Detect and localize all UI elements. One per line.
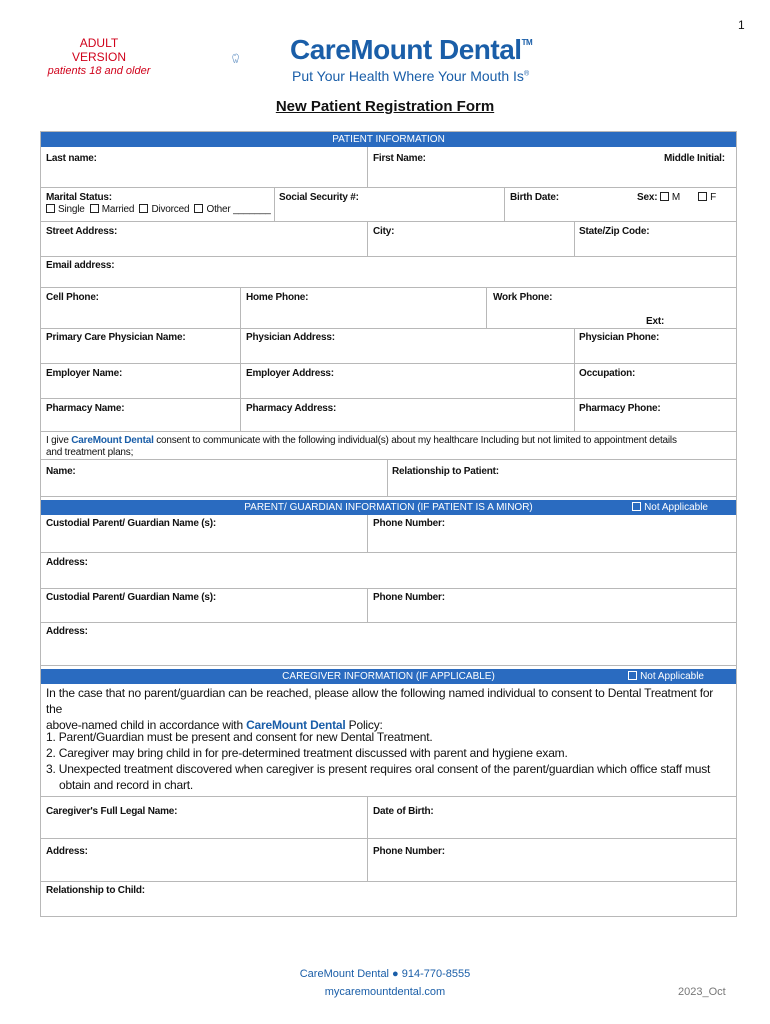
sex-f-checkbox[interactable] bbox=[698, 192, 707, 201]
consent-statement bbox=[46, 435, 677, 459]
caregiver-policy-list bbox=[46, 729, 731, 793]
guardian-phone-1-label: Phone Number: bbox=[373, 518, 445, 529]
relationship-to-patient-label: Relationship to Patient: bbox=[392, 466, 499, 477]
city-label: City: bbox=[373, 226, 395, 237]
consent-brand: CareMount Dental bbox=[71, 435, 154, 446]
policy-item-2: 2. Caregiver may bring child in for pre-determined treatment discussed with parent and hygiene exam. bbox=[46, 746, 568, 760]
home-phone-label: Home Phone: bbox=[246, 292, 309, 303]
cell-phone-label: Cell Phone: bbox=[46, 292, 99, 303]
caregiver-intro-line-1: In the case that no parent/guardian can be reached, please allow the following named individual to consent to Dental Treatment for the bbox=[46, 686, 714, 716]
consent-line-1: consent to communicate with the following individual(s) about my healthcare Including but not limited to appointment details bbox=[153, 435, 677, 446]
caregiver-intro-brand: CareMount Dental bbox=[246, 718, 346, 732]
brand-text: CareMount Dental bbox=[290, 34, 522, 65]
middle-initial-label: Middle Initial: bbox=[664, 153, 725, 164]
adult-line-2: VERSION bbox=[71, 50, 126, 64]
ext-label: Ext: bbox=[646, 316, 665, 327]
caregiver-address-label: Address: bbox=[46, 846, 88, 857]
divorced-checkbox[interactable] bbox=[139, 204, 148, 213]
guardian-header-text: PARENT/ GUARDIAN INFORMATION (IF PATIENT IS A MINOR) bbox=[244, 502, 533, 513]
sex-f-label: F bbox=[710, 192, 717, 203]
pharmacy-address-label: Pharmacy Address: bbox=[246, 403, 337, 414]
caregiver-phone-label: Phone Number: bbox=[373, 846, 445, 857]
birth-date-label: Birth Date: bbox=[510, 192, 559, 203]
registration-form bbox=[40, 131, 737, 917]
caregiver-header bbox=[41, 669, 736, 684]
custodial-name-1-label: Custodial Parent/ Guardian Name (s): bbox=[46, 518, 217, 529]
caregiver-not-applicable-label: Not Applicable bbox=[640, 671, 704, 682]
guardian-address-1-label: Address: bbox=[46, 557, 88, 568]
guardian-phone-2-label: Phone Number: bbox=[373, 592, 445, 603]
policy-item-1: 1. Parent/Guardian must be present and consent for new Dental Treatment. bbox=[46, 730, 433, 744]
pharmacy-phone-label: Pharmacy Phone: bbox=[579, 403, 661, 414]
tagline-mark: ® bbox=[523, 70, 530, 78]
state-zip-label: State/Zip Code: bbox=[579, 226, 650, 237]
brand-tagline bbox=[292, 68, 529, 84]
consent-name-label: Name: bbox=[46, 466, 76, 477]
adult-line-1: ADULT bbox=[79, 36, 119, 50]
employer-address-label: Employer Address: bbox=[246, 368, 334, 379]
trademark-mark: TM bbox=[521, 38, 533, 47]
divorced-label: Divorced bbox=[151, 204, 190, 215]
email-label: Email address: bbox=[46, 260, 115, 271]
pcp-name-label: Primary Care Physician Name: bbox=[46, 332, 186, 343]
relationship-to-child-label: Relationship to Child: bbox=[46, 885, 145, 896]
policy-item-3: 3. Unexpected treatment discovered when caregiver is present requires oral consent of the parent/guardian which office staff must bbox=[46, 762, 711, 776]
caregiver-not-applicable[interactable] bbox=[628, 669, 704, 684]
physician-phone-label: Physician Phone: bbox=[579, 332, 660, 343]
sex-field bbox=[637, 192, 716, 203]
physician-address-label: Physician Address: bbox=[246, 332, 335, 343]
other-checkbox[interactable] bbox=[194, 204, 203, 213]
first-name-label: First Name: bbox=[373, 153, 426, 164]
guardian-not-applicable[interactable] bbox=[632, 500, 708, 515]
caregiver-dob-label: Date of Birth: bbox=[373, 806, 434, 817]
sex-m-checkbox[interactable] bbox=[660, 192, 669, 201]
adult-version-note bbox=[44, 36, 154, 78]
single-label: Single bbox=[58, 204, 85, 215]
guardian-header bbox=[41, 500, 736, 515]
policy-item-3-cont: obtain and record in chart. bbox=[59, 778, 194, 792]
adult-line-3: patients 18 and older bbox=[47, 65, 151, 77]
single-checkbox[interactable] bbox=[46, 204, 55, 213]
consent-prefix: I give bbox=[46, 435, 72, 446]
street-address-label: Street Address: bbox=[46, 226, 118, 237]
marital-status-label: Marital Status: bbox=[46, 192, 112, 203]
patient-info-header bbox=[41, 132, 736, 147]
guardian-not-applicable-checkbox[interactable] bbox=[632, 502, 641, 511]
guardian-address-2-label: Address: bbox=[46, 626, 88, 637]
caregiver-intro-prefix: above-named child in accordance with bbox=[46, 718, 247, 732]
footer-website[interactable]: mycaremountdental.com bbox=[324, 986, 446, 998]
consent-line-2: and treatment plans; bbox=[46, 447, 134, 458]
marital-options bbox=[46, 204, 271, 215]
tagline-text: Put Your Health Where Your Mouth Is bbox=[292, 68, 524, 84]
last-name-label: Last name: bbox=[46, 153, 97, 164]
sex-label: Sex: bbox=[637, 192, 658, 203]
other-label: Other _______ bbox=[206, 204, 271, 215]
patient-info-header-text: PATIENT INFORMATION bbox=[332, 134, 445, 145]
caregiver-not-applicable-checkbox[interactable] bbox=[628, 671, 637, 680]
caregiver-intro-suffix: Policy: bbox=[345, 718, 383, 732]
footer-contact: CareMount Dental ● 914-770-8555 bbox=[299, 968, 471, 980]
employer-name-label: Employer Name: bbox=[46, 368, 123, 379]
married-label: Married bbox=[101, 204, 135, 215]
form-title: New Patient Registration Form bbox=[275, 98, 495, 115]
custodial-name-2-label: Custodial Parent/ Guardian Name (s): bbox=[46, 592, 217, 603]
footer-date: 2023_Oct bbox=[678, 986, 726, 998]
work-phone-label: Work Phone: bbox=[493, 292, 553, 303]
brand-name bbox=[290, 34, 532, 66]
page-number: 1 bbox=[738, 18, 745, 32]
guardian-not-applicable-label: Not Applicable bbox=[644, 502, 708, 513]
occupation-label: Occupation: bbox=[579, 368, 636, 379]
caregiver-header-text: CAREGIVER INFORMATION (IF APPLICABLE) bbox=[282, 671, 495, 682]
caregiver-intro bbox=[46, 685, 731, 733]
pharmacy-name-label: Pharmacy Name: bbox=[46, 403, 125, 414]
sex-m-label: M bbox=[671, 192, 681, 203]
married-checkbox[interactable] bbox=[90, 204, 99, 213]
tooth-logo-icon bbox=[232, 30, 292, 86]
ssn-label: Social Security #: bbox=[279, 192, 359, 203]
caregiver-name-label: Caregiver's Full Legal Name: bbox=[46, 806, 178, 817]
